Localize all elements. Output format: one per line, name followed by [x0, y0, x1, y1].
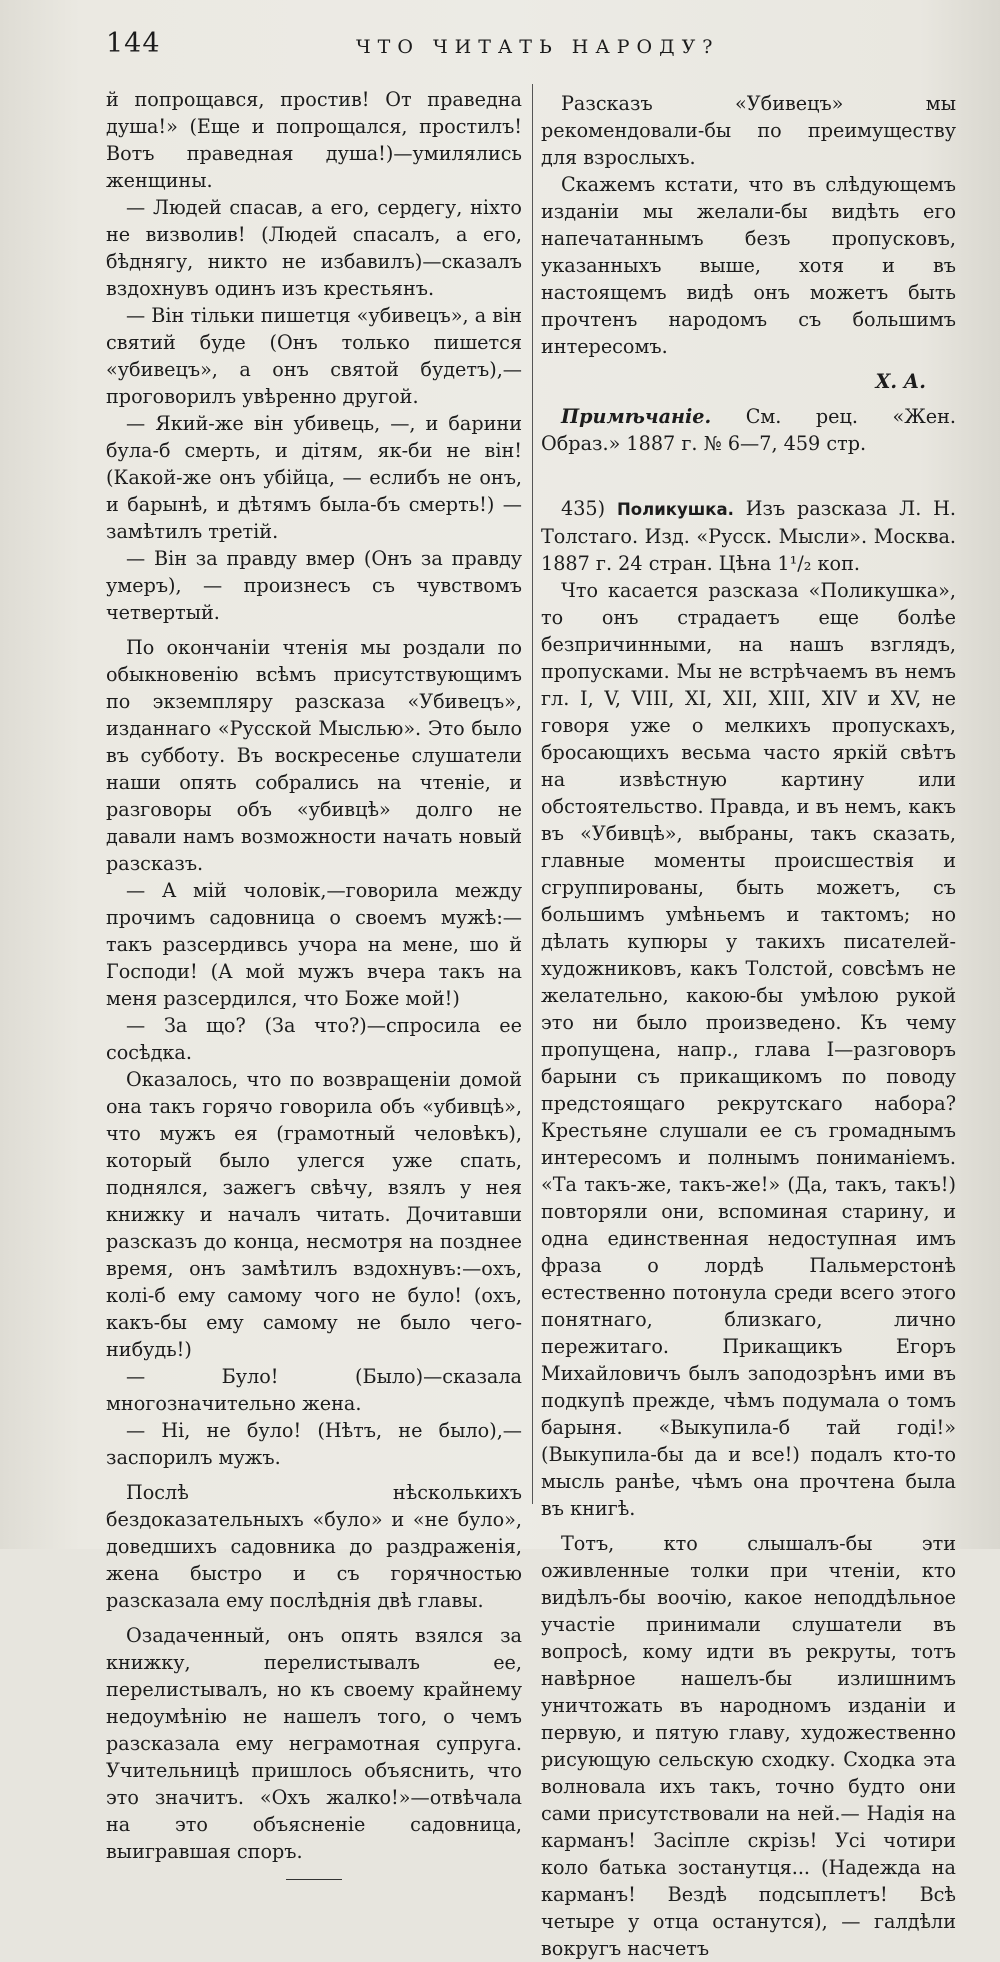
paragraph: — Вiн за правду вмер (Онъ за правду умеръ), — произнесъ съ чувствомъ четвертый. [106, 547, 522, 624]
end-rule [286, 1879, 342, 1880]
paragraph: Тотъ, кто слышалъ-бы эти оживленные толки при чтенiи, кто видѣлъ-бы воочiю, какое неподдѣльное участiе принимали слушатели въ вопросѣ, кому идти въ рекруты, тотъ навѣрное нашелъ-бы излишнимъ уничтожать въ народномъ изданiи и первую, и пятую главу, художественно рисующую сельскую сходку. Сходка эта волновала ихъ такъ, точно будто они сами присутствовали на ней.— Надiя на карманъ! Засiпле скрiзь! Усi чотири коло батька зостанутця... (Надежда на карманъ! Вездѣ подсыплетъ! Всѣ четыре у отца останутся), — галдѣли вокругъ насчетъ [541, 1532, 956, 1960]
column-divider [532, 84, 533, 1504]
paragraph: — За що? (За что?)—спросила ее сосѣдка. [106, 1014, 522, 1064]
paragraph: — Було! (Было)—сказала многозначительно жена. [106, 1365, 522, 1415]
page-number: 144 [106, 28, 161, 59]
note-label: Примѣчанiе. [561, 405, 712, 428]
paragraph: Озадаченный, онъ опять взялся за книжку, перелистывалъ ее, перелистывалъ, но къ своему крайнему недоумѣнiю не нашелъ того, о чемъ разсказала ему неграмотная супруга. Учительницѣ пришлось объяснить, что это значитъ. «Охъ жалко!»—отвѣчала на это объясненiе садовница, выигравшая споръ. [106, 1624, 522, 1863]
paragraph: — А мiй чоловiк,—говорила между прочимъ садовница о своемъ мужѣ:—такъ разсердивсь учора на мене, шо й Господи! (А мой мужъ вчера такъ на меня разсердился, что Боже мой!) [106, 879, 522, 1010]
paragraph: — Людей спасав, а его, сердегу, нiхто не визволив! (Людей спасалъ, а его, бѣднягу, никто не избавилъ)—сказалъ вздохнувъ одинъ изъ крестьянъ. [106, 196, 522, 300]
signature: Х. А. [875, 370, 926, 393]
entry-heading [541, 495, 956, 577]
left-column [106, 86, 522, 1880]
note [541, 403, 956, 457]
paragraph: По окончанiи чтенiя мы роздали по обыкновенiю всѣмъ присутствующимъ по экземпляру разсказа «Убивецъ», изданнаго «Русской Мыслью». Это было въ субботу. Въ воскресенье слушатели наши опять собрались на чтенiе, и разговоры объ «убивцѣ» долго не давали намъ возможности начать новый разсказъ. [106, 636, 522, 875]
paragraph: — Вiн тiльки пишетця «убивецъ», а вiн святий буде (Онъ только пишется «убивецъ», а онъ святой будетъ),—проговорилъ увѣренно другой. [106, 304, 522, 408]
paragraph: Скажемъ кстати, что въ слѣдующемъ изданiи мы желали-бы видѣть его напечатаннымъ безъ пропусковъ, указанныхъ выше, хотя и въ настоящемъ видѣ онъ можетъ быть прочтенъ народомъ съ большимъ интересомъ. [541, 173, 956, 358]
paragraph: Разсказъ «Убивецъ» мы рекомендовали-бы по преимуществу для взрослыхъ. [541, 92, 956, 169]
running-title: ЧТО ЧИТАТЬ НАРОДУ? [356, 36, 720, 58]
paragraph: й попрощався, простив! От праведна душа!» (Еще и попрощался, простилъ! Вотъ праведная душа!)—умилялись женщины. [106, 88, 522, 192]
right-column [541, 90, 956, 1962]
paragraph: Послѣ нѣсколькихъ бездоказательныхъ «було» и «не було», доведшихъ садовника до раздраженiя, жена быстро и съ горячностью разсказала ему послѣднiя двѣ главы. [106, 1481, 522, 1612]
entry-text: Изъ разсказа Л. Н. Толстаго. Изд. «Русск. Мысли». Москва. 1887 г. 24 стран. Цѣна 1¹/₂ коп. [541, 497, 957, 575]
entry-title: Поликушка. [617, 500, 734, 519]
page-header [106, 28, 956, 68]
note-text: См. рец. «Жен. Образ.» 1887 г. № 6—7, 459 стр. [541, 405, 956, 455]
entry-number: 435) [561, 497, 606, 520]
paragraph: — Який-же вiн убивець, —, и барини була-б смерть, и дiтям, як-би не вiн! (Какой-же онъ убiйца, — еслибъ не онъ, и барынѣ, и дѣтямъ была-бъ смерть!) — замѣтилъ третiй. [106, 412, 522, 543]
paragraph: — Нi, не було! (Нѣтъ, не было),—заспорилъ мужъ. [106, 1419, 522, 1469]
paragraph: Что касается разсказа «Поликушка», то онъ страдаетъ еще болѣе безпричинными, на нашъ взглядъ, пропусками. Мы не встрѣчаемъ въ немъ гл. I, V, VIII, XI, XII, XIII, XIV и XV, не говоря уже о мелкихъ пропускахъ, бросающихъ весьма часто яркiй свѣтъ на извѣстную картину или обстоятельство. Правда, и въ немъ, какъ въ «Убивцѣ», выбраны, такъ сказать, главные моменты происшествiя и сгруппированы, быть можетъ, съ большимъ умѣньемъ и тактомъ; но дѣлать купюры у такихъ писателей-художниковъ, какъ Толстой, совсѣмъ не желательно, какою-бы умѣлою рукой это ни было произведено. Къ чему пропущена, напр., глава I—разговоръ барыни съ прикащикомъ по поводу предстоящаго рекрутскаго набора? Крестьяне слушали ее съ громаднымъ интересомъ и полнымъ пониманiемъ. «Та такъ-же, такъ-же!» (Да, такъ, такъ!) повторяли они, вспоминая старину, и одна единственная недоступная имъ фраза о лордѣ Пальмерстонѣ естественно потонула среди всего этого понятнаго, близкаго, лично пережитаго. Прикащикъ Егоръ Михайловичъ былъ заподозрѣнъ ими въ подкупѣ прежде, чѣмъ подумала о томъ барыня. «Выкупила-б тай годi!» (Выкупила-бы да и все!) подалъ кто-то мысль ранѣе, чѣмъ она прочтена была въ книгѣ. [541, 579, 956, 1520]
paragraph: Оказалось, что по возвращенiи домой она такъ горячо говорила объ «убивцѣ», что мужъ ея (грамотный человѣкъ), который было улегся уже спать, поднялся, зажегъ свѣчу, взялъ у нея книжку и началъ читать. Дочитавши разсказъ до конца, несмотря на позднее время, онъ замѣтилъ вздохнувъ:—охъ, колi-б ему самому чого не було! (охъ, какъ-бы ему самому не было чего-нибудь!) [106, 1068, 522, 1361]
